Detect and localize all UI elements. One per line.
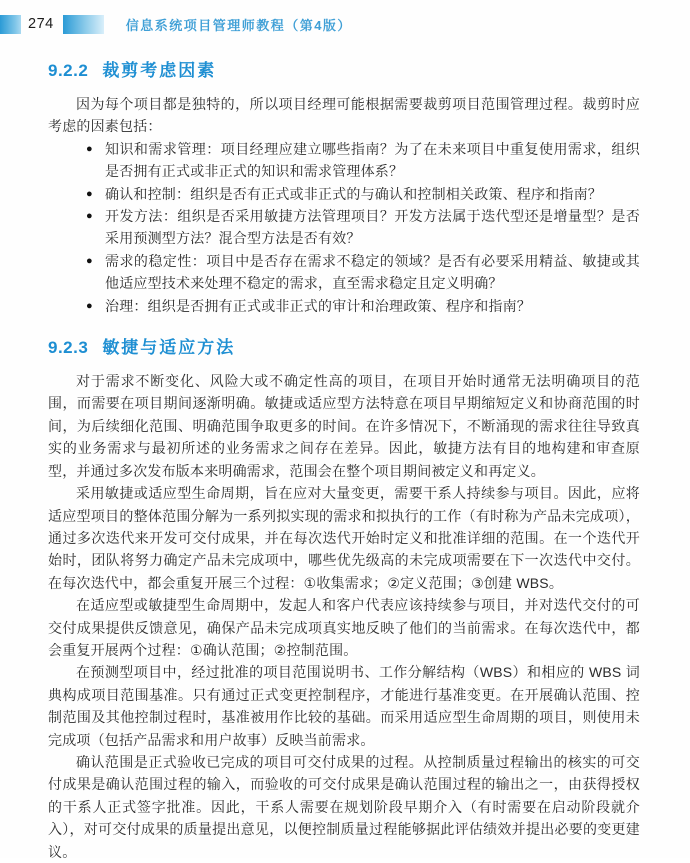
book-title: 信息系统项目管理师教程（第4版） [125,17,352,33]
body-paragraph: 在预测型项目中，经过批准的项目范围说明书、工作分解结构（WBS）和相应的 WBS 词典构成项目范围基准。只有通过正式变更控制程序，才能进行基准变更。在开展确认范围、控制范围及其他控制过程时，基准被用作比较的基础。而采用适应型生命周期的项目，则使用未完成项（包括产品需求和用户故事）反映当前需求。 [48,664,640,748]
list-item [48,295,640,317]
bullet-icon: ● [86,210,93,223]
body-paragraph: 对于需求不断变化、风险大或不确定性高的项目，在项目开始时通常无法明确项目的范围，而需要在项目期间逐渐明确。敏捷或适应型方法特意在项目早期缩短定义和协商范围的时间，为后续细化范围、明确范围争取更多的时间。在许多情况下，不断涌现的需求往往导致真实的业务需求与最初所述的业务需求之间存在差异。因此，敏捷方法有目的地构建和审查原型，并通过多次发布版本来明确需求，范围会在整个项目期间被定义和再定义。 [48,373,640,479]
section-heading-9-2-3 [48,333,640,358]
bullet-text: 开发方法：组织是否采用敏捷方法管理项目？开发方法属于迭代型还是增量型？是否采用预测型方法？混合型方法是否有效？ [105,208,640,247]
body-paragraph: 在适应型或敏捷型生命周期中，发起人和客户代表应该持续参与项目，并对迭代交付的可交付成果提供反馈意见，确保产品未完成项真实地反映了他们的当前需求。在每次迭代中，都会重复开展两个过程：①确认范围；②控制范围。 [48,597,640,658]
section-title: 敏捷与适应方法 [102,338,236,358]
bullet-icon: ● [86,299,93,312]
bullet-icon: ● [86,187,93,200]
list-item [48,205,640,250]
page-header [0,13,642,35]
bullet-text: 知识和需求管理：项目经理应建立哪些指南？为了在未来项目中重复使用需求，组织是否拥有正式或非正式的知识和需求管理体系？ [105,140,640,180]
section-heading-9-2-2 [48,56,640,81]
body-paragraph: 采用敏捷或适应型生命周期，旨在应对大量变更，需要干系人持续参与项目。因此，应将适应型项目的整体范围分解为一系列拟实现的需求和拟执行的工作（有时称为产品未完成项），通过多次迭代来开发可交付成果，并在每次迭代开始时定义和批准详细的范围。在一个迭代开始时，团队将努力确定产品未完成项中，哪些优先级高的未完成项需要在下一次迭代中交付。在每次迭代中，都会重复开展三个过程：①收集需求；②定义范围；③创建 WBS。 [48,485,640,591]
bullet-icon: ● [86,254,93,267]
header-accent-bar [63,15,104,34]
section-number: 9.2.3 [48,338,89,358]
bullet-text: 需求的稳定性：项目中是否存在需求不稳定的领域？是否有必要采用精益、敏捷或其他适应型技术来处理不稳定的需求，直至需求稳定且定义明确？ [105,252,640,292]
section-title: 裁剪考虑因素 [102,61,217,80]
body-paragraph: 确认范围是正式验收已完成的项目可交付成果的过程。从控制质量过程输出的核实的可交付成果是确认范围过程的输入，而验收的可交付成果是确认范围过程的输出之一，由获得授权的干系人正式签字批准。因此，干系人需要在规划阶段早期介入（有时需要在启动阶段就介入），对可交付成果的质量提出意见，以便控制质量过程能够据此评估绩效并提出必要的变更建议。 [48,753,640,860]
section-number: 9.2.2 [48,61,89,80]
tailoring-factors-list [48,138,640,317]
section-intro-paragraph: 因为每个项目都是独特的，所以项目经理可能根据需要裁剪项目范围管理过程。裁剪时应考虑的因素包括： [48,96,640,135]
bullet-icon: ● [86,142,93,155]
header-edge-accent-bar [0,15,21,34]
page-number: 274 [28,16,54,32]
bullet-text: 治理：组织是否拥有正式或非正式的审计和治理政策、程序和指南？ [105,297,531,314]
list-item [48,183,640,205]
bullet-text: 确认和控制：组织是否有正式或非正式的与确认和控制相关政策、程序和指南？ [105,185,602,202]
list-item [48,250,640,295]
page-content [48,48,640,863]
list-item [48,138,640,183]
